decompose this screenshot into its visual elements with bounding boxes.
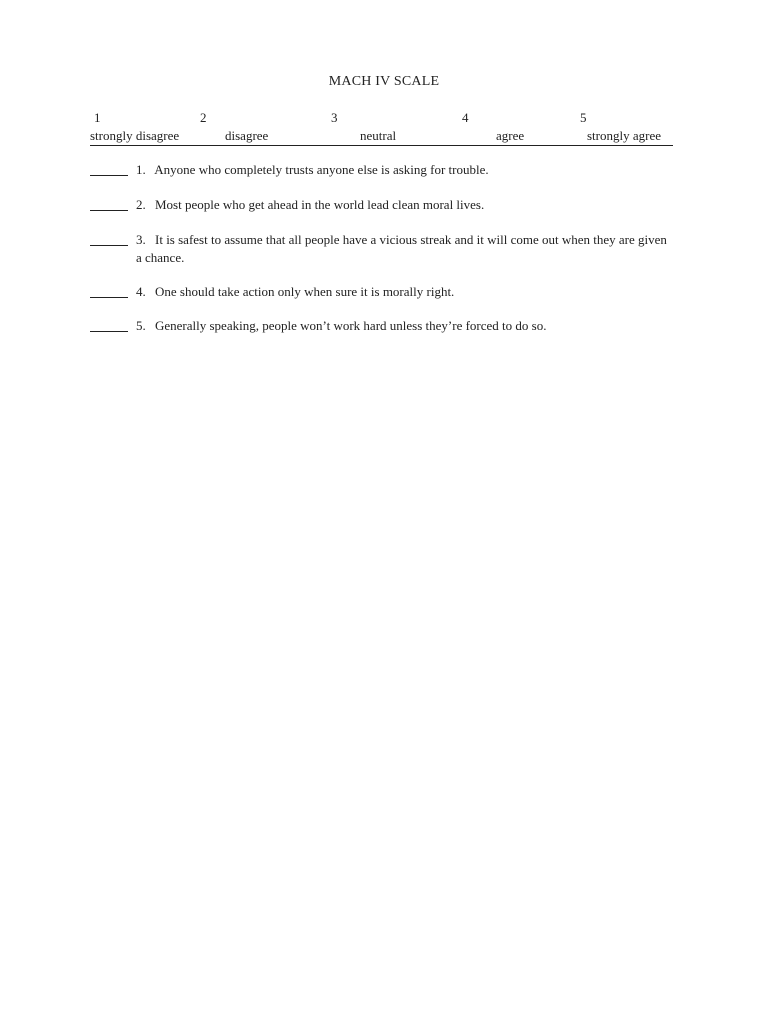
scale-number-5: 5 bbox=[580, 110, 587, 125]
item-number: 3. bbox=[136, 232, 146, 247]
scale-label-strongly-agree: strongly agree bbox=[587, 128, 662, 143]
scale-number-3: 3 bbox=[331, 110, 338, 125]
item-number: 4. bbox=[136, 284, 146, 299]
item-number: 2. bbox=[136, 197, 146, 212]
answer-blank-1[interactable] bbox=[90, 161, 128, 176]
scale-number-4: 4 bbox=[462, 110, 469, 125]
scale-label-agree: agree bbox=[496, 128, 525, 143]
item-statement: One should take action only when sure it is morally right. bbox=[155, 284, 455, 299]
scale-number-1: 1 bbox=[94, 110, 101, 125]
item-number: 1. bbox=[136, 162, 146, 177]
scale-label-neutral: neutral bbox=[360, 128, 397, 143]
item-statement: It is safest to assume that all people have a vicious streak and it will come out when they are given a chance. bbox=[136, 232, 667, 265]
item-number: 5. bbox=[136, 318, 146, 333]
item-statement: Most people who get ahead in the world lead clean moral lives. bbox=[155, 197, 485, 212]
scale-label-strongly-disagree: strongly disagree bbox=[90, 128, 180, 143]
scale-labels bbox=[90, 127, 673, 146]
scale-label-disagree: disagree bbox=[225, 128, 269, 143]
answer-blank-3[interactable] bbox=[90, 231, 128, 246]
answer-blank-5[interactable] bbox=[90, 317, 128, 332]
item-statement: Anyone who completely trusts anyone else is asking for trouble. bbox=[154, 162, 489, 177]
document-title: MACH IV SCALE bbox=[328, 74, 440, 89]
answer-blank-2[interactable] bbox=[90, 196, 128, 211]
item-statement: Generally speaking, people won’t work hard unless they’re forced to do so. bbox=[155, 318, 547, 333]
scale-number-2: 2 bbox=[200, 110, 207, 125]
answer-blank-4[interactable] bbox=[90, 283, 128, 298]
